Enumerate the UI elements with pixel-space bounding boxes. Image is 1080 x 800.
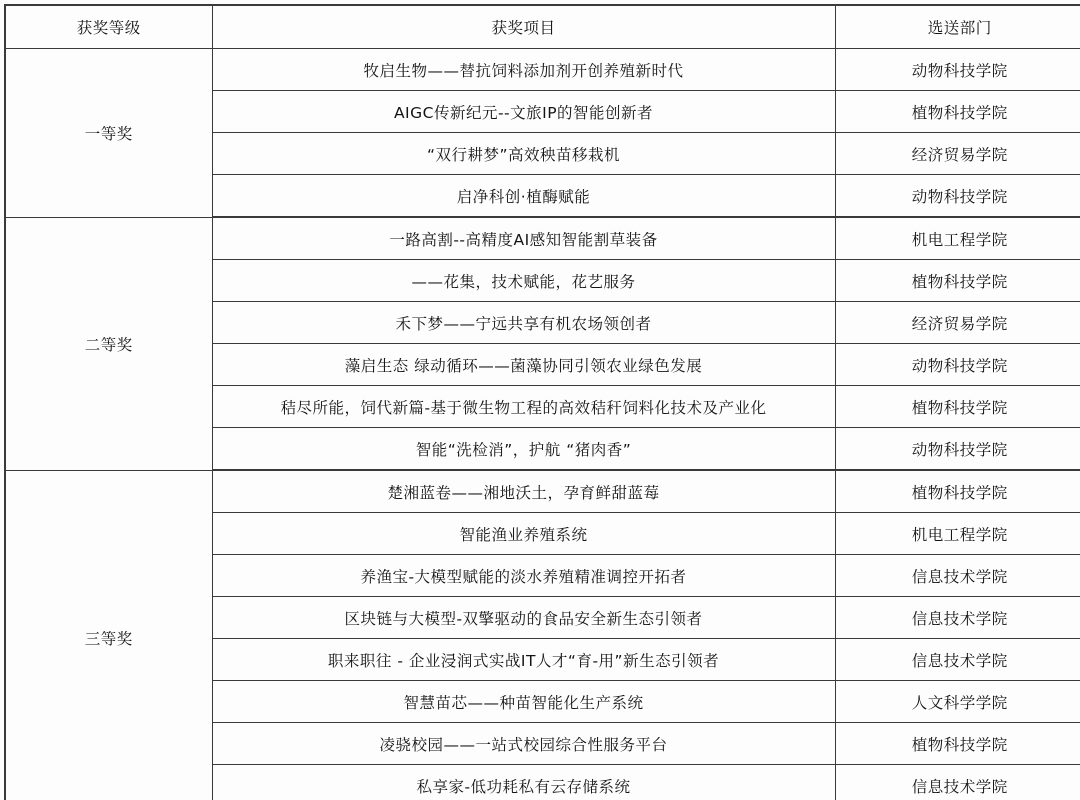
table-header <box>5 5 1080 49</box>
project-cell: 区块链与大模型-双擎驱动的食品安全新生态引领者 <box>212 597 835 639</box>
project-cell: 启净科创·植酶赋能 <box>212 175 835 218</box>
department-cell: 植物科技学院 <box>835 470 1080 513</box>
project-cell: 藻启生态 绿动循环——菌藻协同引领农业绿色发展 <box>212 344 835 386</box>
department-cell: 经济贸易学院 <box>835 302 1080 344</box>
project-cell: 私享家-低功耗私有云存储系统 <box>212 765 835 800</box>
department-cell: 动物科技学院 <box>835 428 1080 471</box>
project-cell: 智能渔业养殖系统 <box>212 513 835 555</box>
department-cell: 机电工程学院 <box>835 217 1080 260</box>
project-cell: 智慧苗芯——种苗智能化生产系统 <box>212 681 835 723</box>
department-cell: 机电工程学院 <box>835 513 1080 555</box>
award-level-cell: 三等奖 <box>5 470 212 800</box>
project-cell: ——花集，技术赋能，花艺服务 <box>212 260 835 302</box>
department-cell: 信息技术学院 <box>835 555 1080 597</box>
department-cell: 动物科技学院 <box>835 49 1080 91</box>
header-department: 选送部门 <box>835 5 1080 49</box>
project-cell: 牧启生物——替抗饲料添加剂开创养殖新时代 <box>212 49 835 91</box>
project-cell: 凌骁校园——一站式校园综合性服务平台 <box>212 723 835 765</box>
department-cell: 植物科技学院 <box>835 260 1080 302</box>
header-award-level: 获奖等级 <box>5 5 212 49</box>
project-cell: AIGC传新纪元--文旅IP的智能创新者 <box>212 91 835 133</box>
department-cell: 信息技术学院 <box>835 765 1080 800</box>
award-level-cell: 一等奖 <box>5 49 212 218</box>
project-cell: 禾下梦——宁远共享有机农场领创者 <box>212 302 835 344</box>
project-cell: 一路高割--高精度AI感知智能割草装备 <box>212 217 835 260</box>
department-cell: 信息技术学院 <box>835 597 1080 639</box>
department-cell: 动物科技学院 <box>835 175 1080 218</box>
table-row <box>5 470 1080 513</box>
department-cell: 植物科技学院 <box>835 386 1080 428</box>
project-cell: 职来职往 - 企业浸润式实战IT人才“育-用”新生态引领者 <box>212 639 835 681</box>
project-cell: 秸尽所能，饲代新篇-基于微生物工程的高效秸秆饲料化技术及产业化 <box>212 386 835 428</box>
department-cell: 植物科技学院 <box>835 723 1080 765</box>
department-cell: 信息技术学院 <box>835 639 1080 681</box>
awards-table-body <box>5 49 1080 800</box>
project-cell: 养渔宝-大模型赋能的淡水养殖精准调控开拓者 <box>212 555 835 597</box>
table-row <box>5 217 1080 260</box>
award-level-cell: 二等奖 <box>5 217 212 470</box>
header-award-project: 获奖项目 <box>212 5 835 49</box>
project-cell: 楚湘蓝卷——湘地沃土，孕育鲜甜蓝莓 <box>212 470 835 513</box>
department-cell: 动物科技学院 <box>835 344 1080 386</box>
header-row <box>5 5 1080 49</box>
department-cell: 经济贸易学院 <box>835 133 1080 175</box>
department-cell: 植物科技学院 <box>835 91 1080 133</box>
department-cell: 人文科学学院 <box>835 681 1080 723</box>
table-row <box>5 49 1080 91</box>
project-cell: 智能“洗检消”，护航 “猪肉香” <box>212 428 835 471</box>
project-cell: “双行耕梦”高效秧苗移栽机 <box>212 133 835 175</box>
awards-table <box>4 4 1080 800</box>
